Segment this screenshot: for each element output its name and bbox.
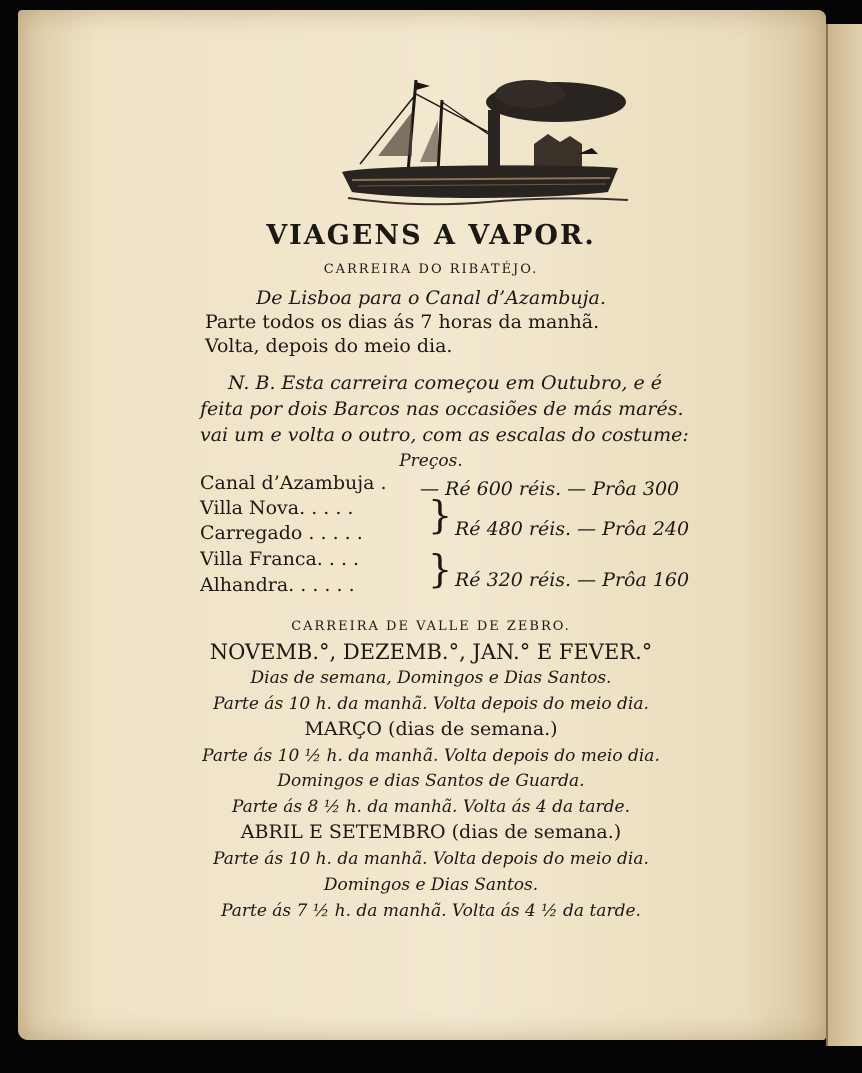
zebro-line: Parte ás 10 ½ h. da manhã. Volta depois do meio dia. xyxy=(202,746,660,766)
place-name: Carregado . . . . . xyxy=(200,522,363,544)
zebro-line: Parte ás 7 ½ h. da manhã. Volta ás 4 ½ da tarde. xyxy=(221,901,641,921)
zebro-line: Dias de semana, Domingos e Dias Santos. xyxy=(250,668,612,688)
place-name: Canal d’Azambuja . xyxy=(200,472,387,494)
page-title: VIAGENS A VAPOR. xyxy=(266,220,596,251)
ribatejo-route: De Lisboa para o Canal d’Azambuja. xyxy=(256,287,606,309)
place-name: Villa Nova. . . . . xyxy=(200,497,354,519)
prices-label: Preços. xyxy=(399,451,463,471)
brace: } xyxy=(428,547,453,591)
price-row: — Ré 600 réis. — Prôa 300 xyxy=(420,478,680,500)
ribatejo-departure: Parte todos os dias ás 7 horas da manhã. xyxy=(205,311,600,333)
place-name: Villa Franca. . . . xyxy=(200,548,360,570)
ribatejo-note-line: vai um e volta o outro, com as escalas do costume: xyxy=(200,424,689,446)
ribatejo-heading: CARREIRA DO RIBATÉJO. xyxy=(323,262,539,277)
zebro-line: Parte ás 10 h. da manhã. Volta depois do meio dia. xyxy=(213,694,649,714)
zebro-line: Domingos e Dias Santos. xyxy=(323,875,539,895)
price-row: Ré 480 réis. — Prôa 240 xyxy=(455,518,690,540)
brace: } xyxy=(428,493,453,537)
ribatejo-note-line: N. B. Esta carreira começou em Outubro, e é xyxy=(228,372,663,394)
zebro-line: Parte ás 10 h. da manhã. Volta depois do meio dia. xyxy=(213,849,649,869)
zebro-line: ABRIL E SETEMBRO (dias de semana.) xyxy=(240,821,622,843)
steamship-illustration xyxy=(338,72,636,212)
ribatejo-note-line: feita por dois Barcos nas occasiões de más marés. xyxy=(200,398,684,420)
price-row: Ré 320 réis. — Prôa 160 xyxy=(455,569,690,591)
zebro-line: Parte ás 8 ½ h. da manhã. Volta ás 4 da tarde. xyxy=(232,797,630,817)
zebro-line: MARÇO (dias de semana.) xyxy=(304,718,558,740)
place-name: Alhandra. . . . . . xyxy=(200,574,355,596)
zebro-line: Domingos e dias Santos de Guarda. xyxy=(277,771,585,791)
zebro-line: NOVEMB.°, DEZEMB.°, JAN.° E FEVER.° xyxy=(209,640,653,664)
ribatejo-return: Volta, depois do meio dia. xyxy=(205,335,453,357)
zebro-heading: CARREIRA DE VALLE DE ZEBRO. xyxy=(291,619,571,634)
